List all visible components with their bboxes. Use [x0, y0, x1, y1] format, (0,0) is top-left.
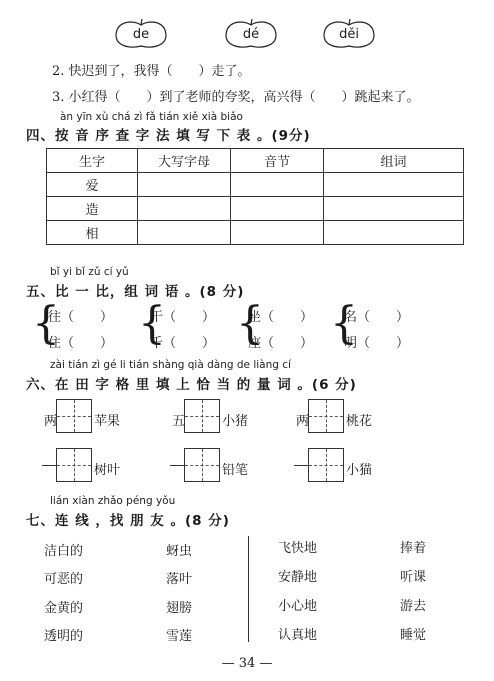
apple-text: dé [242, 27, 260, 42]
match-word[interactable]: 洁白的 [44, 544, 84, 559]
blank-line [42, 465, 56, 466]
answer-cell[interactable] [324, 221, 464, 245]
answer-cell[interactable] [138, 173, 231, 197]
sec7-pinyin: lián xiàn zhǎo péng yǒu [50, 495, 176, 507]
brace-icon: { [138, 298, 166, 349]
tian-grid[interactable] [56, 448, 92, 482]
compare-word: 千（ ） [150, 336, 216, 351]
tian-grid[interactable] [56, 399, 92, 433]
match-word[interactable]: 小心地 [278, 599, 318, 614]
answer-cell[interactable] [138, 197, 231, 221]
sec7-title: 七、连 线 ，找 朋 友 。(8 分) [26, 513, 230, 529]
tian-grid[interactable] [308, 399, 344, 433]
match-word[interactable]: 落叶 [166, 572, 193, 587]
compare-word: 名（ ） [344, 310, 410, 325]
sec5-title: 五、比 一 比，组 词 语 。(8 分) [26, 284, 245, 300]
header-syllable: 音节 [231, 149, 324, 173]
answer-cell[interactable] [231, 173, 324, 197]
blank-line [294, 465, 308, 466]
answer-cell[interactable] [231, 221, 324, 245]
measure-post: 苹果 [94, 414, 121, 429]
char-cell: 相 [47, 221, 138, 245]
answer-cell[interactable] [231, 197, 324, 221]
sec5-pinyin: bǐ yi bǐ zǔ cí yǔ [50, 266, 129, 278]
blank-line [170, 465, 184, 466]
match-word[interactable]: 捧着 [400, 541, 427, 556]
compare-word: 坐（ ） [248, 310, 314, 325]
apple-de2 [222, 18, 280, 48]
header-letter: 大写字母 [138, 149, 231, 173]
tian-grid[interactable] [184, 448, 220, 482]
measure-post: 小猪 [222, 414, 249, 429]
apple-de [112, 18, 170, 48]
column-divider [248, 536, 249, 642]
match-word[interactable]: 金黄的 [44, 601, 84, 616]
char-cell: 爱 [47, 173, 138, 197]
match-word[interactable]: 翅膀 [166, 601, 193, 616]
measure-pre: 两 [44, 414, 58, 429]
match-word[interactable]: 听课 [400, 570, 427, 585]
answer-cell[interactable] [324, 197, 464, 221]
compare-word: 座（ ） [248, 336, 314, 351]
sentence-3: 3. 小红得（ ）到了老师的夸奖，高兴得（ ）跳起来了。 [52, 90, 420, 105]
char-cell: 造 [47, 197, 138, 221]
match-word[interactable]: 游去 [400, 599, 427, 614]
tian-grid[interactable] [308, 448, 344, 482]
measure-pre: 两 [296, 414, 310, 429]
lookup-table [46, 148, 464, 245]
match-word[interactable]: 睡觉 [400, 628, 427, 643]
sec4-title: 四、按 音 序 查 字 法 填 写 下 表 。(9分) [26, 128, 311, 144]
sec6-pinyin: zài tián zì gé li tián shàng qià dàng de liàng cí [50, 359, 291, 371]
sec4-pinyin: àn yīn xù chá zì fǎ tián xiě xià biǎo [60, 111, 243, 123]
tian-grid[interactable] [184, 399, 220, 433]
brace-icon: { [32, 298, 60, 349]
match-word[interactable]: 安静地 [278, 570, 318, 585]
match-word[interactable]: 蚜虫 [166, 544, 193, 559]
match-word[interactable]: 雪莲 [166, 629, 193, 644]
brace-icon: { [236, 298, 264, 349]
compare-word: 往（ ） [48, 310, 114, 325]
measure-pre: 五 [172, 414, 186, 429]
answer-cell[interactable] [324, 173, 464, 197]
apple-text: děi [339, 27, 359, 42]
match-word[interactable]: 认真地 [278, 628, 318, 643]
measure-post: 铅笔 [222, 463, 249, 478]
match-word[interactable]: 透明的 [44, 629, 84, 644]
brace-icon: { [330, 298, 358, 349]
measure-post: 树叶 [94, 463, 121, 478]
compare-word: 干（ ） [150, 310, 216, 325]
header-word: 组词 [324, 149, 464, 173]
answer-cell[interactable] [138, 221, 231, 245]
compare-word: 明（ ） [344, 336, 410, 351]
page-number: — 34 — [221, 656, 273, 671]
sentence-2: 2. 快迟到了，我得（ ）走了。 [52, 64, 251, 79]
measure-post: 小猫 [346, 463, 373, 478]
header-char: 生字 [47, 149, 138, 173]
apple-dei [320, 18, 378, 48]
compare-word: 住（ ） [48, 336, 114, 351]
apple-text: de [132, 27, 150, 42]
match-word[interactable]: 飞快地 [278, 541, 318, 556]
measure-post: 桃花 [346, 414, 373, 429]
match-word[interactable]: 可恶的 [44, 572, 84, 587]
sec6-title: 六、在 田 字 格 里 填 上 恰 当 的 量 词 。(6 分) [26, 377, 357, 393]
